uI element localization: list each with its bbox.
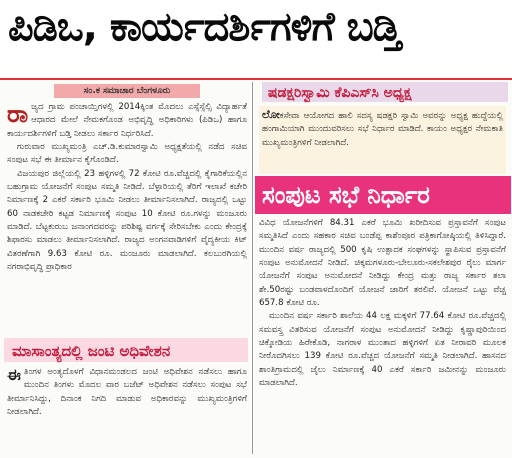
left-paragraph-2: ಗುರುವಾರ ಮುಖ್ಯಮಂತ್ರಿ ಎಚ್.ಡಿ.ಕುಮಾರಸ್ವಾಮಿ ಅಧ್ಯಕ್ಷತೆಯಲ್ಲಿ ನಡೆದ ಸಚಿವ ಸಂಪುಟ ಸಭೆ ಈ ತೀರ್ಮಾನ ಕೈಗೊಂಡಿದೆ. [7,142,247,166]
joint-session-paragraph [7,366,247,419]
cabinet-paragraph-2: ಮುಂದಿನ ವರ್ಷ ಸರ್ಕಾರಿ ಶಾಲೆಯ 44 ಲಕ್ಷ ಮಕ್ಕಳಿಗೆ 77.64 ಕೋಟಿ ರೂ.ವೆಚ್ಚದಲ್ಲಿ ಸಮವಸ್ತ್ರ ವಿತರಿಸುವ ಯೋಜನೆಗೆ ಸಂಪುಟ ಅನುಮೋದನೆ ನೀಡಿದ್ದು ಕೃಷ್ಣಾಪುರಿಯಿಂದ ಚಿಕ್ಕೋಡಿಯ ಹಿರೇಕೊಡಿ, ನಾಗರಾಳ ಮುಂತಾದ ಹಳ್ಳಿಗಳಿಗೆ ಏತ ನೀರಾವರಿ ಮೂಲಕ ನೀರೊದಗಿಸಲು 139 ಕೋಟಿ ರೂ.ವೆಚ್ಚದ ಯೋಜನೆಗೆ ಸಮ್ಮತಿ ನೀಡಲಾಗಿದೆ. ಹಾಸನದ ಶಾಂತಿಗ್ರಾಮದಲ್ಲಿ ಜೈಲು ನಿರ್ಮಾಣಕ್ಕೆ 40 ಎಕರೆ ಸರ್ಕಾರಿ ಜಮೀನನ್ನು ಮಂಜೂರು ಮಾಡಲಾಗಿದೆ. [259,311,506,389]
headline: ಪಿಡಿಒ, ಕಾರ್ಯದರ್ಶಿಗಳಿಗೆ ಬಡ್ತಿ [8,4,401,50]
left-paragraph-1 [7,101,247,141]
headline-area [0,0,512,78]
kpsc-text: ಕಸೇವಾ ಆಯೋಗದ ಹಾಲಿ ಸದಸ್ಯ ಷಡಕ್ಷರಿ ಸ್ವಾಮಿ ಅವರನ್ನು ಅಧ್ಯಕ್ಷ ಹುದ್ದೆಯಲ್ಲಿ ಹಂಗಾಮಿಯಾಗಿ ಮುಂದುವರಿಸಲು ಸಭೆ ನಿರ್ಧಾರ ಮಾಡಿದೆ. ಕಾಯಂ ಅಧ್ಯಕ್ಷರ ನೇಮಕಾತಿ ಮುಖ್ಯಮಂತ್ರಿಗಳಿಗೆ ನೀಡಲಾಗಿದೆ. [262,111,503,148]
joint-session-lead: ಈ [7,366,21,384]
left-paragraph-3: ವಿಜಯಪುರ ಜಿಲ್ಲೆಯಲ್ಲಿ 23 ಹಳ್ಳಿಗಳಲ್ಲಿ 72 ಕೋಟಿ ರೂ.ವೆಚ್ಚದಲ್ಲಿ ಕೈಗಾರಿಕೆಯಲ್ಲಿನ ಬಹುಗ್ರಾಮ ಯೋಜನೆಗೆ ಸಂಪುಟ ಸಮ್ಮತಿ ನೀಡಿದೆ. ಬೆಳ್ಳಾರಿಯಲ್ಲಿ ತೆರಿಗೆ ಇಲಾಖೆ ಕಚೇರಿ ನಿರ್ಮಾಣಕ್ಕೆ 2 ಎಕರೆ ಸರ್ಕಾರಿ ಭೂಮಿ ನೀಡಲು ತೀರ್ಮಾನಿಸಲಾಗಿದೆ. ರಾಜ್ಯದಲ್ಲಿ ಒಟ್ಟು 60 ನಾಡಕಚೇರಿ ಕಟ್ಟಡ ನಿರ್ಮಾಣಕ್ಕೆ ಸಂಪುಟ 10 ಕೋಟಿ ರೂ.ಗಳನ್ನು ಮಂಜೂರು ಮಾಡಿದೆ. ಬೆಟ್ಟಕುರುಬ ಜನಾಂಗದವರನ್ನು ಪರಿಶಿಷ್ಟ ವರ್ಗಕ್ಕೆ ಸೇರಿಸಬೇಕು ಎಂದು ಕೇಂದ್ರಕ್ಕೆ ಶಿಫಾರಸು ಮಾಡಲು ತೀರ್ಮಾನಿಸಲಾಗಿದೆ. ರಾಜ್ಯದ ಅಂಗನವಾಡಿಗಳಿಗೆ ವೈದ್ಯಕೀಯ ಕಿಟ್ ವಿತರಣೆಗಾಗಿ 9.63 ಕೋಟಿ ರೂ. ಮಂಜೂರು ಮಾಡಲಾಗಿದೆ. ಕಲಬುರಗಿಯಲ್ಲಿ ನಗರಾಭಿವೃದ್ಧಿ ಪ್ರಾಧಿಕಾರ [7,168,247,273]
subheading-joint-session: ಮಾಸಾಂತ್ಯದಲ್ಲಿ ಜಂಟಿ ಅಧಿವೇಶನ [12,342,171,360]
cabinet-article [259,217,506,455]
dropcap: ರಾ [7,101,29,128]
banner-cabinet-decision: ಸಂಪುಟ ಸಭೆ ನಿರ್ಧಾರ [262,181,430,209]
kpsc-paragraph [262,108,503,150]
top-divider [0,78,512,80]
cabinet-paragraph-1: ವಿವಿಧ ಯೋಜನೆಗಳಿಗೆ 84.31 ಎಕರೆ ಭೂಮಿ ಖರೀದಿಸುವ ಪ್ರಸ್ತಾವನೆಗೆ ಸಂಪುಟ ಸಮ್ಮತಿಸಿದೆ ಎಂದು ಸಹಕಾರ ಸಚಿವ ಬಂಡೆಪ್ಪ ಕಾಶೆಂಪೂರ ಪತ್ರಿಕಾಗೋಷ್ಠಿಯಲ್ಲಿ ತಿಳಿಸಿದ್ದಾರೆ. ಮುಂದಿನ ವರ್ಷ ರಾಜ್ಯದಲ್ಲಿ 500 ಕೃಷಿ ಉತ್ಪಾದಕ ಸಂಘಗಳನ್ನು ಸ್ಥಾಪಿಸುವ ಪ್ರಸ್ತಾವನೆಗೆ ಸಂಪುಟ ಅನುಮೋದನೆ ನೀಡಿದೆ. ಚಿಕ್ಕಮಗಳೂರು-ಬೇಲೂರು-ಸಕಲೇಶಪುರ ರೈಲು ಮಾರ್ಗ ಯೋಜನೆಗೆ ಸಂಪುಟ ಅನುಮೋದನೆ ನೀಡಿದ್ದು ಕೇಂದ್ರ ಮತ್ತು ರಾಜ್ಯ ಸರ್ಕಾರ ತಲಾ ಶೇ.50ರಷ್ಟು ಬಂಡವಾಳದೊಂದಿಗೆ ಯೋಜನೆ ಜಾರಿಗೆ ತರಲಿವೆ. ಯೋಜನೆ ಒಟ್ಟು ವೆಚ್ಚ 657.8 ಕೋಟಿ ರೂ. [259,218,506,309]
kpsc-lead: ಲೋ [262,108,280,121]
joint-session-article [7,366,247,456]
subheading-kpsc: ಷಡಕ್ಷರಿಸ್ವಾಮಿ ಕೆಪಿಎಸ್‌ಸಿ ಅಧ್ಯಕ್ಷ [268,85,412,101]
left-article [7,101,247,323]
joint-session-text: ತಿಂಗಳ ಅಂತ್ಯದೊಳಗೆ ವಿಧಾನಮಂಡಲದ ಜಂಟಿ ಅಧಿವೇಶನ ನಡೆಸಲು ಹಾಗೂ ಮುಂದಿನ ತಿಂಗಳು ಮೊದಲ ವಾರ ಬಜೆಟ್ ಅಧಿವೇಶನ ನಡೆಸಲು ಸಂಪುಟ ಸಭೆ ತೀರ್ಮಾನಿಸಿದ್ದು, ದಿನಾಂಕ ನಿಗದಿ ಮಾಡುವ ಅಧಿಕಾರವನ್ನು ಮುಖ್ಯಮಂತ್ರಿಗಳಿಗೆ ನೀಡಲಾಗಿದೆ. [7,367,247,418]
kpsc-article [259,106,506,174]
left-paragraph-1-text: ಜ್ಯದ ಗ್ರಾಮ ಪಂಚಾಯ್ತಿಗಳಲ್ಲಿ 2014ಕ್ಕಿಂತ ಮೊದಲು ಎಸ್ಸೆಸ್ಸೆಲ್ಸಿ ವಿದ್ಯಾರ್ಹತೆ ಆಧಾರದ ಮೇಲೆ ನೇಮಕಗೊಂಡ ಅಭಿವೃದ್ಧಿ ಅಧಿಕಾರಿಗಳು (ಪಿಡಿಒ) ಹಾಗೂ ಕಾರ್ಯದರ್ಶಿಗಳಿಗೆ ಬಡ್ತಿ ನೀಡಲು ಸರ್ಕಾರ ನಿರ್ಧರಿಸಿದೆ. [7,102,247,139]
column-divider [252,82,253,454]
byline: ಸಂ.ಕ ಸಮಾಚಾರ ಬೆಂಗಳೂರು [54,84,200,98]
